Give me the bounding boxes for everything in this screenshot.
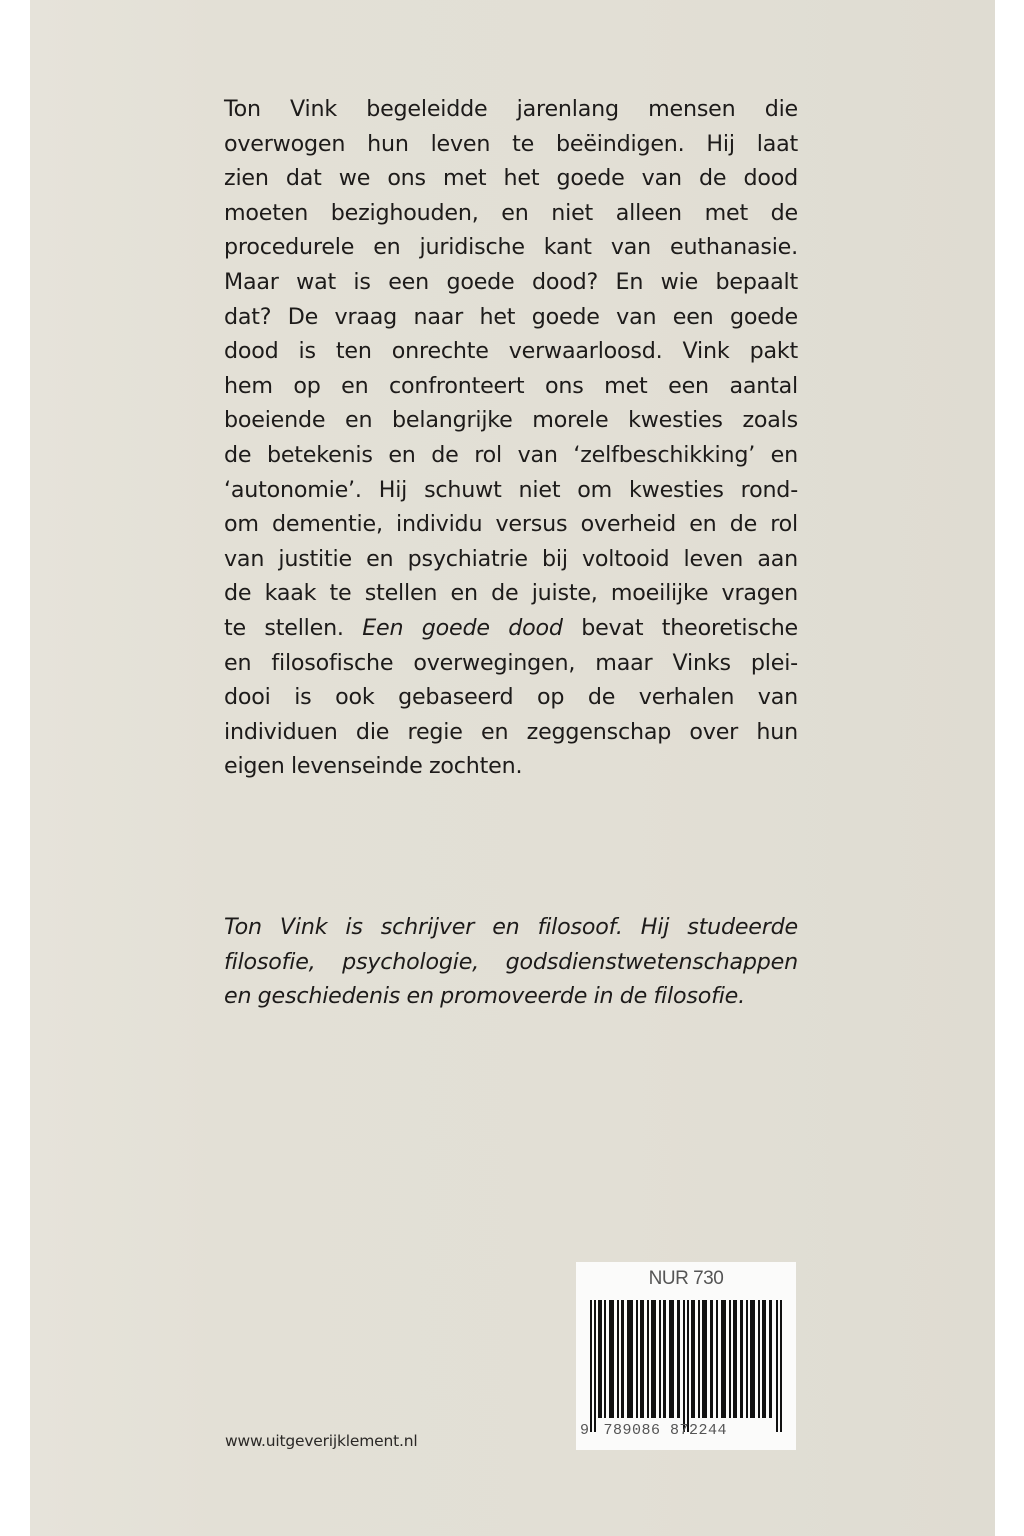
line-suffix: bevat theoretische — [562, 614, 799, 641]
blurb-line: individuen die regie en zeggenschap over hun — [224, 718, 798, 745]
line-prefix: te stellen. — [224, 614, 363, 641]
nur-code: NUR 730 — [648, 1268, 724, 1289]
publisher-website: www.uitgeverijklement.nl — [225, 1432, 418, 1450]
blurb-paragraph — [224, 92, 798, 784]
blurb-line: ‘autonomie’. Hij schuwt niet om kwesties rond- — [224, 476, 798, 503]
blurb-line: en filosofische overwegingen, maar Vinks plei- — [224, 649, 798, 676]
barcode-icon — [590, 1300, 786, 1432]
bio-line: en geschiedenis en promoveerde in de filosofie. — [224, 983, 745, 1010]
blurb-line: procedurele en juridische kant van euthanasie. — [224, 234, 798, 261]
blurb-line: dood is ten onrechte verwaarloosd. Vink pakt — [224, 338, 798, 365]
blurb-line: dat? De vraag naar het goede van een goede — [224, 303, 798, 330]
isbn-first-digit: 9 — [580, 1422, 590, 1439]
blurb-line: hem op en confronteert ons met een aantal — [224, 372, 798, 399]
blurb-line: de betekenis en de rol van ‘zelfbeschikking’ en — [224, 441, 798, 468]
blurb-line: de kaak te stellen en de juiste, moeilijke vragen — [224, 580, 798, 607]
bio-line: Ton Vink is schrijver en filosoof. Hij studeerde — [224, 914, 798, 940]
isbn-digits: 789086 872244 — [603, 1422, 728, 1439]
blurb-line: moeten bezighouden, en niet alleen met de — [224, 199, 798, 226]
blurb-line: van justitie en psychiatrie bij voltooid leven aan — [224, 545, 798, 572]
author-bio — [224, 910, 798, 1014]
book-title-italic: Een goede dood — [362, 614, 563, 641]
blurb-line: boeiende en belangrijke morele kwesties zoals — [224, 407, 798, 434]
blurb-line: overwogen hun leven te beëindigen. Hij laat — [224, 130, 798, 157]
blurb-line: eigen levenseinde zochten. — [224, 753, 523, 780]
blurb-line: zien dat we ons met het goede van de dood — [224, 165, 798, 192]
blurb-line: Ton Vink begeleidde jarenlang mensen die — [224, 96, 798, 122]
blurb-line: om dementie, individu versus overheid en de rol — [224, 511, 798, 538]
blurb-line-with-title — [224, 611, 798, 646]
blurb-line: dooi is ook gebaseerd op de verhalen van — [224, 684, 798, 711]
blurb-line: Maar wat is een goede dood? En wie bepaalt — [224, 268, 798, 295]
isbn-barcode — [576, 1262, 796, 1450]
isbn-number — [580, 1422, 794, 1439]
bio-line: filosofie, psychologie, godsdienstwetenschappen — [224, 948, 798, 975]
